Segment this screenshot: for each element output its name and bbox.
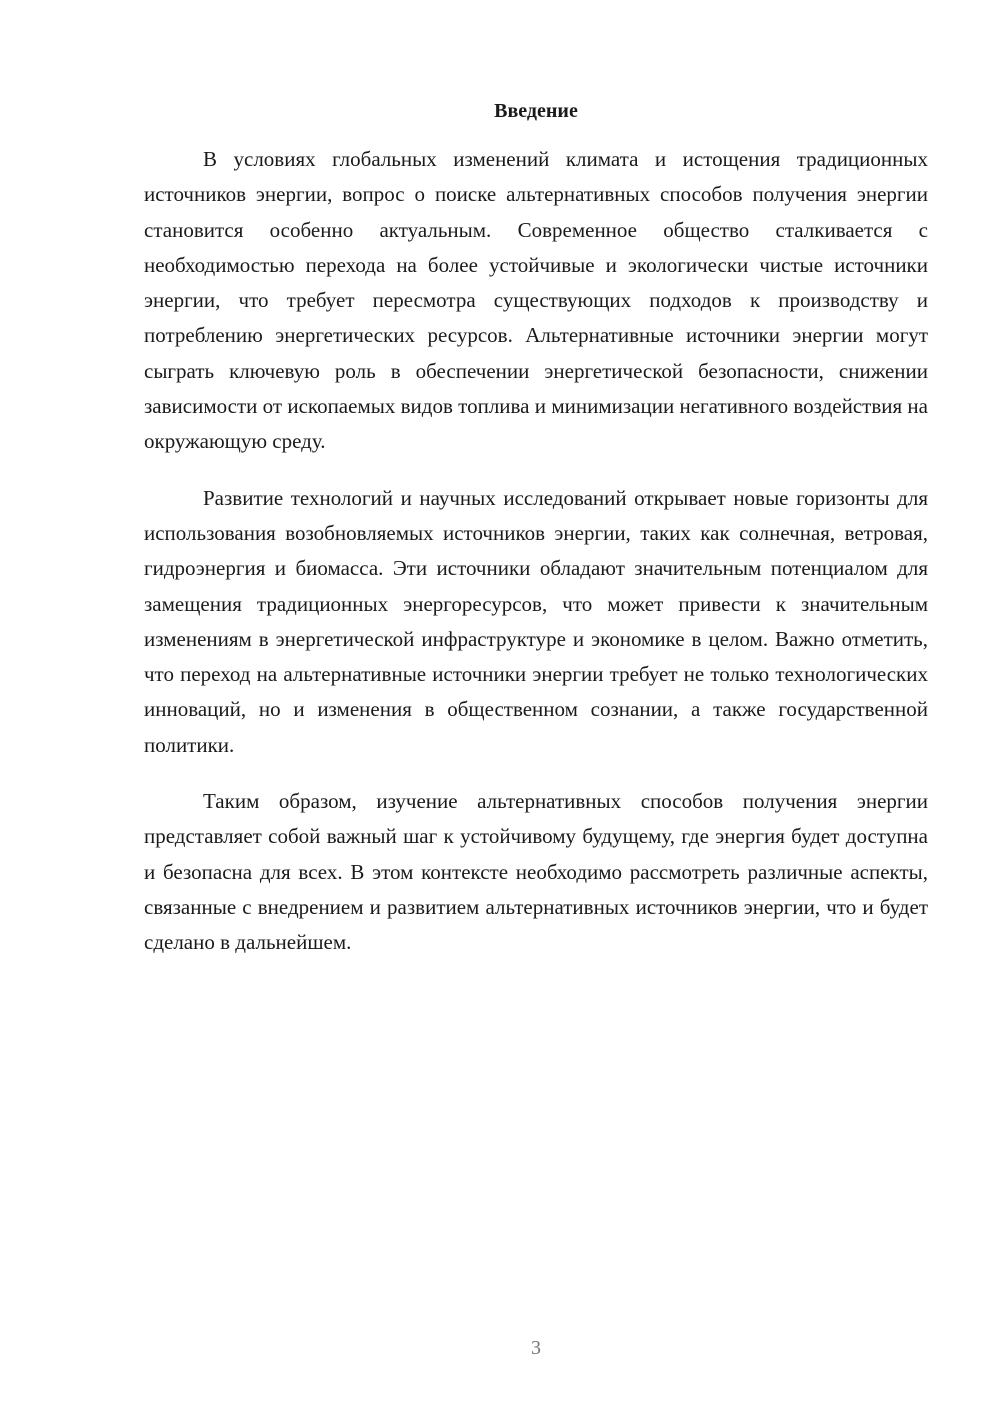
body-text	[144, 142, 928, 982]
page-number: 3	[531, 1337, 541, 1359]
paragraph-2: Развитие технологий и научных исследований открывает новые горизонты для использования возобновляемых источников энергии, таких как солнечная, ветровая, гидроэнергия и биомасса. Эти источники обладают значительным потенциалом для замещения традиционных энергоресурсов, что может привести к значительным изменениям в энергетической инфраструктуре и экономике в целом. Важно отметить, что переход на альтернативные источники энергии требует не только технологических инноваций, но и изменения в общественном сознании, а также государственной политики.	[144, 485, 928, 757]
section-heading: Введение	[494, 100, 578, 122]
paragraph-1: В условиях глобальных изменений климата и истощения традиционных источников энергии, вопрос о поиске альтернативных способов получения энергии становится особенно актуальным. Современное общество сталкивается с необходимостью перехода на более устойчивые и экологически чистые источники энергии, что требует пересмотра существующих подходов к производству и потреблению энергетических ресурсов. Альтернативные источники энергии могут сыграть ключевую роль в обеспечении энергетической безопасности, снижении зависимости от ископаемых видов топлива и минимизации негативного воздействия на окружающую среду.	[144, 147, 928, 454]
paragraph-3: Таким образом, изучение альтернативных способов получения энергии представляет собой важный шаг к устойчивому будущему, где энергия будет доступна и безопасна для всех. В этом контексте необходимо рассмотреть различные аспекты, связанные с внедрением и развитием альтернативных источников энергии, что и будет сделано в дальнейшем.	[144, 789, 928, 955]
